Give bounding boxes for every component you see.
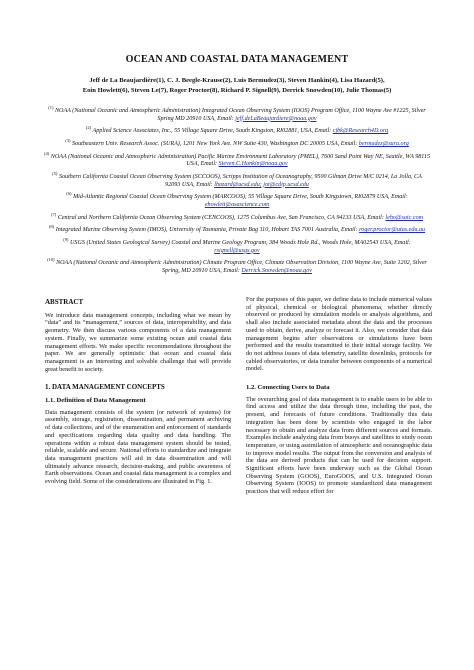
affiliation-email-link[interactable]: lhazard@ucsd.edu; jot@cdip.ucsd.edu xyxy=(214,181,309,188)
affiliation-email-link[interactable]: Steven.C.Hankin@noaa.gov xyxy=(218,161,288,168)
author-line-2: Eoin Howlett(6), Steven Le(7), Roger Proctor(8), Richard P. Signell(9), Derrick Snowden(10), Julie Thomas(5) xyxy=(82,86,392,94)
affiliation-number: (5) xyxy=(52,171,58,177)
affiliation-text: USGS (United States Geological Survey) Coastal and Marine Geology Program, 384 Woods Hole Rd., Woods Hole, MA02543 USA, Email: xyxy=(70,240,411,247)
paper-title: OCEAN AND COASTAL DATA MANAGEMENT xyxy=(125,54,349,65)
affiliation-number: (2) xyxy=(85,125,92,131)
author-list xyxy=(40,76,434,95)
section-1-2-heading: 1.2. Connecting Users to Data xyxy=(246,384,330,392)
affiliation-text: Applied Science Associates, Inc., 55 Village Square Drive, South Kingston, RI02881, USA, Email: xyxy=(92,128,332,135)
affiliation-number: (7) xyxy=(50,211,57,217)
section-1-heading: 1. DATA MANAGEMENT CONCEPTS xyxy=(45,383,165,392)
affiliation-number: (6) xyxy=(66,191,72,197)
affiliation-text: Mid-Atlantic Regional Coastal Ocean Observing System (MARCOOS), 55 Village Square Drive, South Kingstown, RI02879 USA, Email: xyxy=(73,194,408,201)
affiliation-item xyxy=(44,190,430,209)
affiliation-item xyxy=(44,223,430,235)
affiliation-item xyxy=(44,256,430,275)
affiliation-item xyxy=(44,170,430,189)
affiliation-text: Southeastern Univ. Research Assoc. (SURA), 1201 New York Ave. NW Suite 430, Washington DC 20005 USA, Email: xyxy=(71,141,358,148)
affiliation-text: NOAA (National Oceanic and Atmospheric Administration) Integrated Ocean Observing System (IOOS) Program Office, 1100 Wayne Ave #1225, Silver Spring MD 20910 USA, Email: xyxy=(54,108,426,122)
affiliation-number: (10) xyxy=(47,257,55,263)
affiliation-number: (3) xyxy=(65,138,71,144)
affiliation-text: Central and Northern California Ocean Observing System (CENCOOS), 1275 Columbus Ave, San Francisco, CA 94133 USA, Email: xyxy=(57,214,384,221)
affiliation-email-link[interactable]: Derrick.Snowden@noaa.gov xyxy=(241,268,312,275)
section-1-2-text: The overarching goal of data management is to enable users to be able to find access and utilize the data through time, including the past, the present, and forecasts of future conditions. Traditionally this data integration has been done by scientists who engaged in the labor necessary to obtain and analyze data from different sources and formats. Examples include analyzing data from buoys and satellites to study ocean temperature, or using assimilation of atmospheric and oceanographic data to improve model results. The output from the conversion and analysis of the data are derived products that can be used for decision support. Significant efforts have been underway such as the Global Ocean Observing System (GOOS), EuroGOOS, and U.S. Integrated Ocean Observing System (IOOS) to promote standardized data management practices that will reduce effort for xyxy=(246,395,432,496)
affiliation-text: Integrated Marine Observing System (IMOS), University of Tasmania, Private Bag 110, Hobart TAS 7001 Australia, Email: xyxy=(55,227,358,234)
affiliation-item xyxy=(44,104,430,123)
affiliation-text: NOAA (National Oceanic and Atmospheric Administration) Pacific Marine Environment Laboratory (PMEL), 7600 Sand Point Way NE, Seattle, WA 98115 USA, Email: xyxy=(50,153,430,168)
affiliation-number: (8) xyxy=(48,224,55,230)
affiliation-email-link[interactable]: roger.proctor@utas.edu.au xyxy=(359,227,426,234)
affiliation-email-link[interactable]: leho@saic.com xyxy=(385,214,424,221)
section-1-1-heading: 1.1. Definition of Data Management xyxy=(45,397,146,405)
affiliation-number: (1) xyxy=(48,105,54,110)
affiliation-item xyxy=(44,137,430,149)
affiliation-number: (9) xyxy=(63,237,69,243)
section-1-1-text: Data management consists of the system (or network of systems) for assembly, storage, registration, dissemination, and permanent archiving of data collections, and of the enumeration and enforcement of standards and specifications regarding data quality and data handling. The operations within a robust data management system should be tested, reliable, scalable and secure. National efforts to standardize and integrate data management practices will aid in data dissemination and will ultimately advance research, decision-making, and public awareness of Earth observations. Ocean and coastal data management is a complex and evolving field. Some of the considerations are illustrated in Fig. 1. xyxy=(45,408,231,486)
definition-paragraph: For the purposes of this paper, we define data to include numerical values of physical, chemical or biological phenomena, whether directly observed or produced by simulation models or analysis algorithms, and shall also include associated metadata about the data and the processes used to obtain, derive, analyze or forecast it. Also, we consider that data management begins after observations or simulations have been performed and the results transmitted to their initial storage facility. We do not address issues of data telemetry, satellite downlinks, protocols for cabled observatories, or data transfer between components of a numerical model. xyxy=(246,296,432,373)
left-column xyxy=(45,299,231,492)
affiliation-text: NOAA (National Oceanic and Atmospheric Administration) Climate Program Office, Climate Observation Division, 1100 Wayne Ave, Suite 1202, Silver Spring, MD 20910 USA, Email: xyxy=(56,260,427,275)
affiliation-email-link[interactable]: bermudez@sura.org xyxy=(358,141,409,148)
affiliation-number: (4) xyxy=(44,150,50,156)
affiliation-item xyxy=(44,211,430,223)
affiliation-email-link[interactable]: rsignell@usgs.gov xyxy=(214,247,260,254)
affiliation-item xyxy=(44,150,430,169)
right-column xyxy=(246,296,432,502)
affiliation-text: Southern California Coastal Ocean Observing System (SCCOOS), Scripps Institution of Oceanography, 9500 Gilman Drive M/C 0214, La Jolla, CA 92093 USA, Email: xyxy=(58,174,422,188)
affiliation-email-link[interactable]: cjbk@Research4D.org xyxy=(332,128,389,135)
author-line-1: Jeff de La Beaujardière(1), C. J. Beegle-Krause(2), Luis Bermudez(3), Steven Hankin(4), Lisa Hazard(5), xyxy=(89,77,385,84)
abstract-heading: ABSTRACT xyxy=(45,298,84,306)
affiliations xyxy=(44,104,430,277)
affiliation-item xyxy=(44,124,430,136)
affiliation-email-link[interactable]: ehowlett@asascience.com xyxy=(204,202,270,208)
affiliation-item xyxy=(44,236,430,255)
affiliation-email-link[interactable]: jeff.deLaBeaujardiere@noaa.gov xyxy=(235,115,317,122)
abstract-text: We introduce data management concepts, including what we mean by “data” and its “management,” sources of data, interoperability, and data geometry. We then discuss various components of a data management system. Finally, we summarize some existing ocean and coastal data management efforts. We make specific recommendations throughout the paper. We are generally optimistic that ocean and coastal data management is an interesting and solvable challenge that will provide great benefit to society. xyxy=(45,311,231,373)
